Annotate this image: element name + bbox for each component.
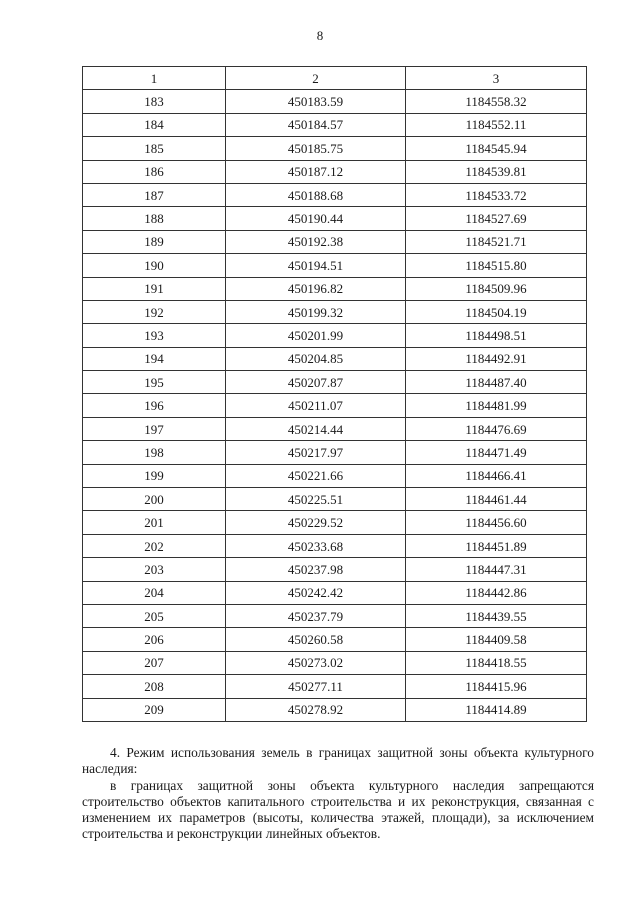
table-row [83, 90, 587, 113]
cell-y-coordinate: 1184414.89 [406, 698, 587, 721]
table-row [83, 394, 587, 417]
table-row [83, 558, 587, 581]
table-row [83, 651, 587, 674]
table-row [83, 113, 587, 136]
paragraph-restrictions: в границах защитной зоны объекта культурного наследия запрещаются строительство объектов капитального строительства и их реконструкция, связанная с изменением их параметров (высоты, количества этажей, площади), за исключением строительства и реконструкции линейных объектов. [82, 777, 594, 842]
cell-point-number: 193 [83, 324, 226, 347]
cell-y-coordinate: 1184527.69 [406, 207, 587, 230]
body-text [82, 745, 594, 843]
cell-point-number: 192 [83, 300, 226, 323]
cell-x-coordinate: 450273.02 [226, 651, 406, 674]
cell-y-coordinate: 1184442.86 [406, 581, 587, 604]
column-header-y: 3 [406, 67, 587, 90]
cell-y-coordinate: 1184498.51 [406, 324, 587, 347]
table-row [83, 300, 587, 323]
cell-point-number: 197 [83, 417, 226, 440]
cell-point-number: 190 [83, 254, 226, 277]
table-row [83, 347, 587, 370]
cell-x-coordinate: 450237.98 [226, 558, 406, 581]
cell-x-coordinate: 450187.12 [226, 160, 406, 183]
cell-x-coordinate: 450196.82 [226, 277, 406, 300]
cell-y-coordinate: 1184409.58 [406, 628, 587, 651]
cell-y-coordinate: 1184545.94 [406, 137, 587, 160]
page-number: 8 [316, 28, 324, 43]
table-row [83, 417, 587, 440]
cell-y-coordinate: 1184533.72 [406, 183, 587, 206]
cell-point-number: 203 [83, 558, 226, 581]
table-row [83, 183, 587, 206]
table-row [83, 628, 587, 651]
table-row [83, 604, 587, 627]
table-row [83, 511, 587, 534]
cell-x-coordinate: 450277.11 [226, 675, 406, 698]
table-row [83, 160, 587, 183]
cell-x-coordinate: 450229.52 [226, 511, 406, 534]
cell-point-number: 194 [83, 347, 226, 370]
cell-point-number: 208 [83, 675, 226, 698]
cell-point-number: 184 [83, 113, 226, 136]
cell-x-coordinate: 450207.87 [226, 371, 406, 394]
table-row [83, 581, 587, 604]
cell-x-coordinate: 450188.68 [226, 183, 406, 206]
cell-x-coordinate: 450199.32 [226, 300, 406, 323]
table-row [83, 324, 587, 347]
cell-y-coordinate: 1184481.99 [406, 394, 587, 417]
cell-y-coordinate: 1184456.60 [406, 511, 587, 534]
table-header-row [83, 67, 587, 90]
cell-x-coordinate: 450185.75 [226, 137, 406, 160]
cell-point-number: 195 [83, 371, 226, 394]
cell-point-number: 183 [83, 90, 226, 113]
cell-y-coordinate: 1184476.69 [406, 417, 587, 440]
cell-point-number: 187 [83, 183, 226, 206]
cell-point-number: 207 [83, 651, 226, 674]
cell-point-number: 189 [83, 230, 226, 253]
cell-y-coordinate: 1184558.32 [406, 90, 587, 113]
table-row [83, 254, 587, 277]
cell-y-coordinate: 1184471.49 [406, 441, 587, 464]
cell-y-coordinate: 1184451.89 [406, 534, 587, 557]
cell-point-number: 206 [83, 628, 226, 651]
coordinates-table [82, 66, 587, 722]
column-header-x: 2 [226, 67, 406, 90]
cell-x-coordinate: 450204.85 [226, 347, 406, 370]
cell-point-number: 209 [83, 698, 226, 721]
cell-point-number: 186 [83, 160, 226, 183]
cell-y-coordinate: 1184466.41 [406, 464, 587, 487]
cell-x-coordinate: 450190.44 [226, 207, 406, 230]
cell-point-number: 191 [83, 277, 226, 300]
cell-point-number: 196 [83, 394, 226, 417]
cell-x-coordinate: 450225.51 [226, 488, 406, 511]
cell-point-number: 199 [83, 464, 226, 487]
cell-point-number: 200 [83, 488, 226, 511]
cell-point-number: 204 [83, 581, 226, 604]
paragraph-land-use-regime: 4. Режим использования земель в границах защитной зоны объекта культурного наследия: [82, 745, 594, 777]
cell-x-coordinate: 450278.92 [226, 698, 406, 721]
cell-x-coordinate: 450194.51 [226, 254, 406, 277]
cell-y-coordinate: 1184492.91 [406, 347, 587, 370]
cell-y-coordinate: 1184504.19 [406, 300, 587, 323]
table-row [83, 207, 587, 230]
cell-y-coordinate: 1184521.71 [406, 230, 587, 253]
cell-point-number: 188 [83, 207, 226, 230]
table-row [83, 277, 587, 300]
cell-x-coordinate: 450211.07 [226, 394, 406, 417]
cell-x-coordinate: 450217.97 [226, 441, 406, 464]
cell-y-coordinate: 1184487.40 [406, 371, 587, 394]
cell-y-coordinate: 1184418.55 [406, 651, 587, 674]
column-header-number: 1 [83, 67, 226, 90]
cell-x-coordinate: 450214.44 [226, 417, 406, 440]
cell-point-number: 201 [83, 511, 226, 534]
cell-point-number: 198 [83, 441, 226, 464]
table-row [83, 464, 587, 487]
cell-y-coordinate: 1184515.80 [406, 254, 587, 277]
cell-y-coordinate: 1184415.96 [406, 675, 587, 698]
table-body [83, 90, 587, 722]
cell-point-number: 205 [83, 604, 226, 627]
table-row [83, 371, 587, 394]
cell-x-coordinate: 450260.58 [226, 628, 406, 651]
cell-x-coordinate: 450201.99 [226, 324, 406, 347]
table-row [83, 488, 587, 511]
cell-x-coordinate: 450237.79 [226, 604, 406, 627]
cell-y-coordinate: 1184447.31 [406, 558, 587, 581]
cell-x-coordinate: 450242.42 [226, 581, 406, 604]
cell-y-coordinate: 1184539.81 [406, 160, 587, 183]
cell-x-coordinate: 450184.57 [226, 113, 406, 136]
cell-point-number: 185 [83, 137, 226, 160]
table-row [83, 675, 587, 698]
cell-y-coordinate: 1184552.11 [406, 113, 587, 136]
cell-y-coordinate: 1184461.44 [406, 488, 587, 511]
cell-x-coordinate: 450221.66 [226, 464, 406, 487]
table-row [83, 230, 587, 253]
table-row [83, 441, 587, 464]
cell-x-coordinate: 450183.59 [226, 90, 406, 113]
cell-point-number: 202 [83, 534, 226, 557]
table-row [83, 698, 587, 721]
table-row [83, 137, 587, 160]
table-row [83, 534, 587, 557]
cell-y-coordinate: 1184439.55 [406, 604, 587, 627]
cell-x-coordinate: 450233.68 [226, 534, 406, 557]
cell-y-coordinate: 1184509.96 [406, 277, 587, 300]
cell-x-coordinate: 450192.38 [226, 230, 406, 253]
